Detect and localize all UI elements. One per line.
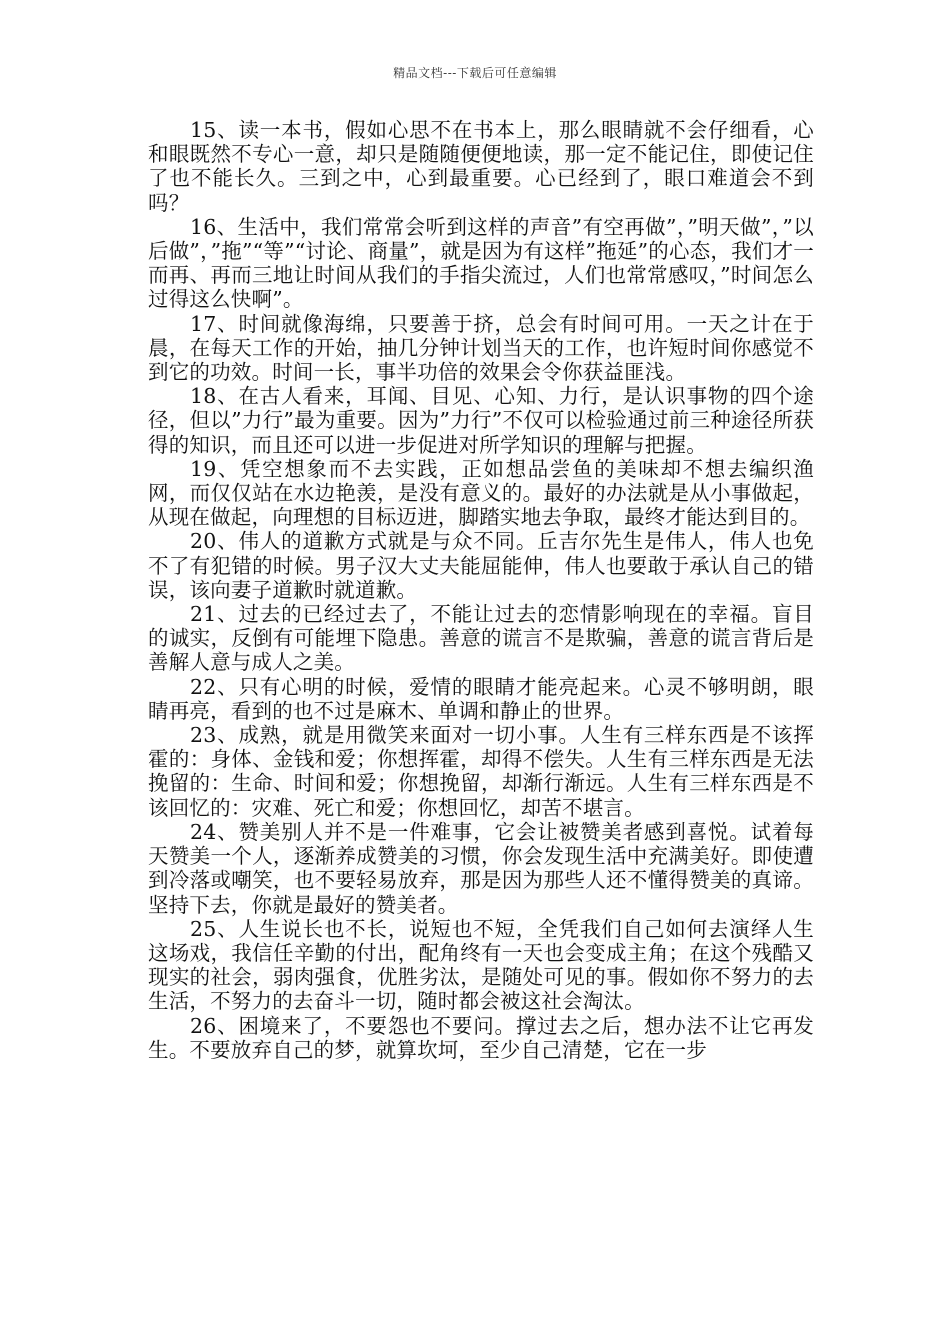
paragraph-26: 26、困境来了，不要怨也不要问。撑过去之后，想办法不让它再发生。不要放弃自己的梦，就算坎坷，至少自己清楚，它在一步	[148, 1013, 814, 1062]
paragraph-16: 16、生活中，我们常常会听到这样的声音”有空再做”，”明天做”，”以后做”，”拖”“等”“讨论、商量”，就是因为有这样”拖延”的心态，我们才一而再、再而三地让时间从我们的手指尖流过，人们也常常感叹，”时间怎么过得这么快啊”。	[148, 214, 814, 312]
paragraph-18: 18、在古人看来，耳闻、目见、心知、力行，是认识事物的四个途径，但以”力行”最为重要。因为”力行”不仅可以检验通过前三种途径所获得的知识，而且还可以进一步促进对所学知识的理解与把握。	[148, 384, 814, 457]
paragraph-15: 15、读一本书，假如心思不在书本上，那么眼睛就不会仔细看，心和眼既然不专心一意，却只是随随便便地读，那一定不能记住，即使记住了也不能长久。三到之中，心到最重要。心已经到了，眼口难道会不到吗？	[148, 118, 814, 215]
document-body	[148, 118, 814, 1062]
paragraph-19: 19、凭空想象而不去实践，正如想品尝鱼的美味却不想去编织渔网，而仅仅站在水边艳羡，是没有意义的。最好的办法就是从小事做起，从现在做起，向理想的目标迈进，脚踏实地去争取，最终才能达到目的。	[148, 456, 814, 530]
paragraph-25: 25、人生说长也不长，说短也不短，全凭我们自己如何去演绎人生这场戏，我信任辛勤的付出，配角终有一天也会变成主角；在这个残酷又现实的社会，弱肉强食，优胜劣汰，是随处可见的事。假如你不努力的去生活，不努力的去奋斗一切，随时都会被这社会淘汰。	[148, 916, 814, 1014]
paragraph-21: 21、过去的已经过去了，不能让过去的恋情影响现在的幸福。盲目的诚实，反倒有可能埋下隐患。善意的谎言不是欺骗，善意的谎言背后是善解人意与成人之美。	[148, 602, 814, 675]
paragraph-23: 23、成熟，就是用微笑来面对一切小事。人生有三样东西是不该挥霍的：身体、金钱和爱；你想挥霍，却得不偿失。人生有三样东西是无法挽留的：生命、时间和爱；你想挽留，却渐行渐远。人生有三样东西是不该回忆的：灾难、死亡和爱；你想回忆，却苦不堪言。	[148, 723, 814, 820]
paragraph-22: 22、只有心明的时候，爱情的眼睛才能亮起来。心灵不够明朗，眼睛再亮，看到的也不过是麻木、单调和静止的世界。	[148, 674, 814, 723]
paragraph-24: 24、赞美别人并不是一件难事，它会让被赞美者感到喜悦。试着每天赞美一个人，逐渐养成赞美的习惯，你会发现生活中充满美好。即使遭到冷落或嘲笑，也不要轻易放弃，那是因为那些人还不懂得赞美的真谛。坚持下去，你就是最好的赞美者。	[148, 819, 814, 917]
paragraph-17: 17、时间就像海绵，只要善于挤，总会有时间可用。一天之计在于晨，在每天工作的开始，抽几分钟计划当天的工作，也许短时间你感觉不到它的功效。时间一长，事半功倍的效果会令你获益匪浅。	[148, 311, 814, 385]
paragraph-20: 20、伟人的道歉方式就是与众不同。丘吉尔先生是伟人，伟人也免不了有犯错的时候。男子汉大丈夫能屈能伸，伟人也要敢于承认自己的错误，该向妻子道歉时就道歉。	[148, 529, 814, 602]
page-header: 精品文档---下载后可任意编辑	[393, 66, 557, 80]
